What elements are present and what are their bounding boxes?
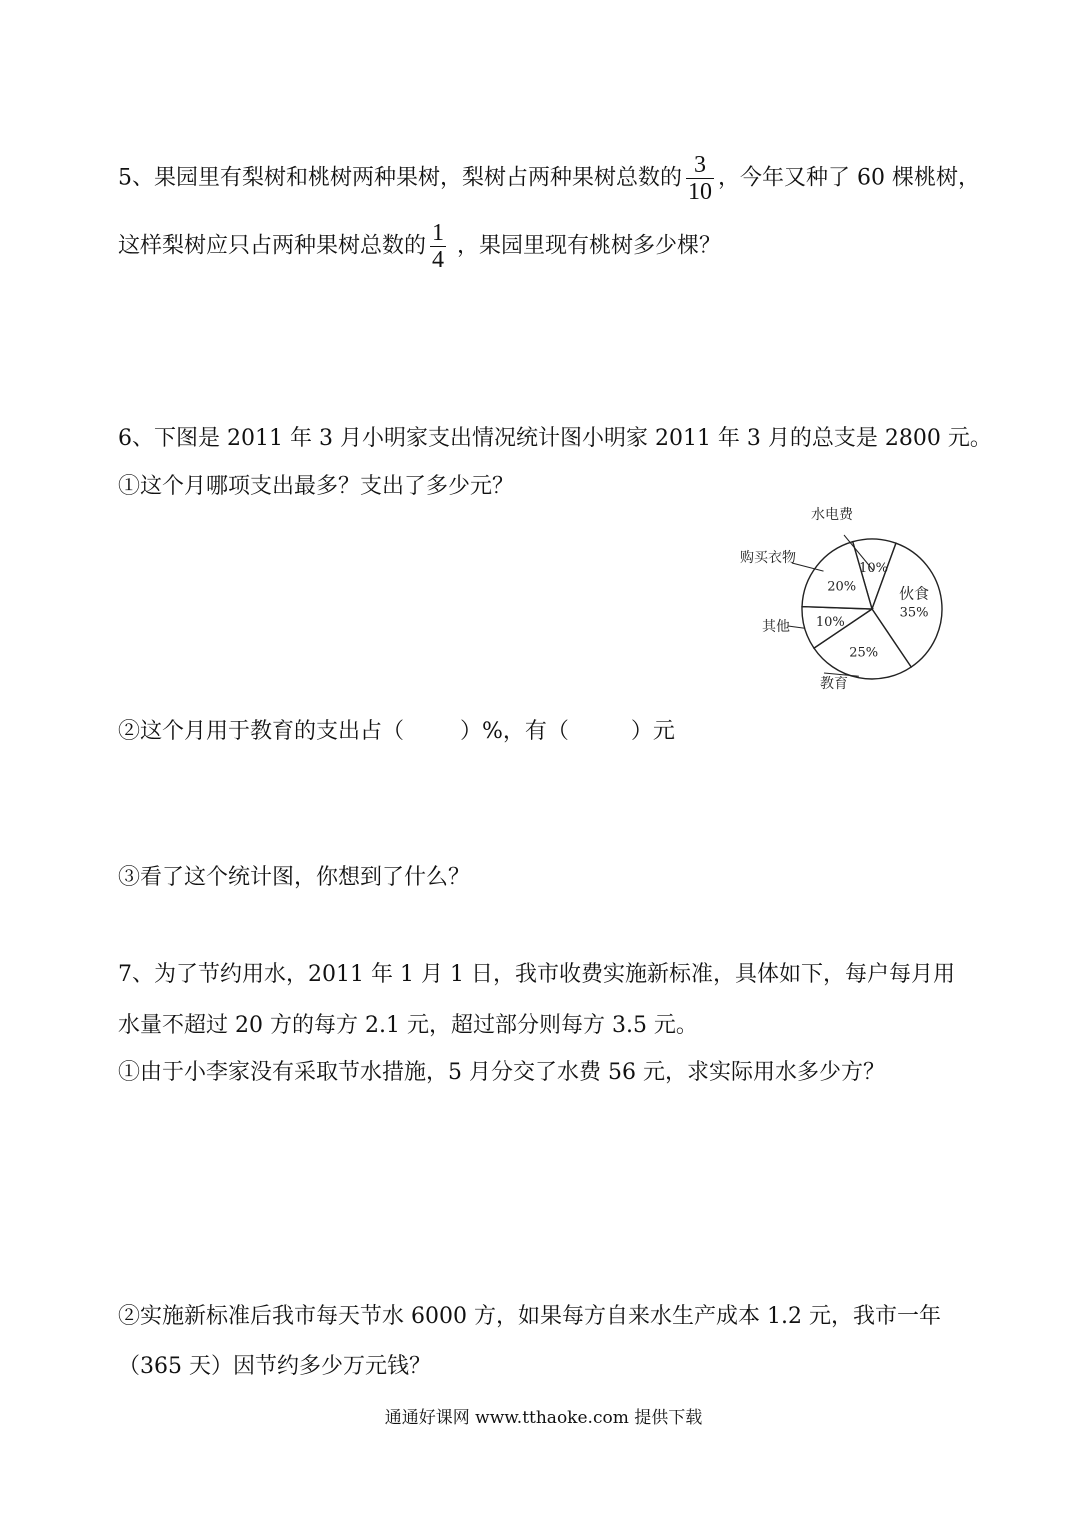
q7-line-2: 水量不超过 20 方的每方 2.1 元，超过部分则每方 3.5 元。 [118,1013,698,1038]
pie-category-label: 伙食 [899,584,930,603]
pie-category-label: 其他 [762,619,790,635]
q7-sub-question-2-line-2: （365 天）因节约多少万元钱？ [118,1354,431,1379]
q5-line-1 [118,152,980,205]
fraction-denominator: 4 [432,247,445,273]
q7-sub-question-1: ①由于小李家没有采取节水措施，5 月分交了水费 56 元，求实际用水多少方？ [118,1060,885,1085]
pie-value-label: 25% [849,645,879,661]
q6-sub2-text-b: ）%，有（ [460,719,569,744]
q5-line-2 [118,220,721,273]
pie-value-label: 35% [899,605,929,621]
footer-source: 通通好课网 www.tthaoke.com 提供下载 [384,1408,703,1428]
q6-sub-question-1: ①这个月哪项支出最多？支出了多少元？ [118,474,515,499]
fraction-numerator: 3 [686,152,714,179]
fraction-one-quarter [430,220,446,273]
q6-sub2-text-c: ）元 [630,719,675,744]
pie-leader-line [788,626,805,628]
fraction-three-tenths [686,152,714,205]
fraction-numerator: 1 [432,220,445,246]
pie-category-label: 教育 [820,676,848,692]
q7-line-1: 7、为了节约用水，2011 年 1 月 1 日，我市收费实施新标准，具体如下，每户每月用 [118,962,955,987]
q5-text-1: 5、果园里有梨树和桃树两种果树，梨树占两种果树总数的 [118,165,682,191]
pie-value-label: 20% [827,579,857,595]
q5-text-4: ，果园里现有桃树多少棵？ [450,233,722,259]
pie-category-label: 购买衣物 [740,550,796,566]
pie-value-label: 10% [815,615,845,630]
q6-sub-question-2 [118,717,675,747]
q7-sub-question-2-line-1: ②实施新标准后我市每天节水 6000 方，如果每方自来水生产成本 1.2 元，我市一年 [118,1304,941,1329]
q6-sub2-text-a: ②这个月用于教育的支出占（ [118,719,405,744]
fraction-denominator: 10 [688,179,712,205]
q5-text-2: ，今年又种了 60 棵桃树， [718,165,980,191]
q5-text-3: 这样梨树应只占两种果树总数的 [118,233,427,259]
pie-value-label: 10% [859,561,888,576]
q6-sub-question-3: ③看了这个统计图，你想到了什么？ [118,865,471,890]
expense-pie-chart [740,505,980,705]
q6-intro: 6、下图是 2011 年 3 月小明家支出情况统计图小明家 2011 年 3 月的总支是 2800 元。 [118,426,992,451]
pie-category-label: 水电费 [811,507,853,523]
